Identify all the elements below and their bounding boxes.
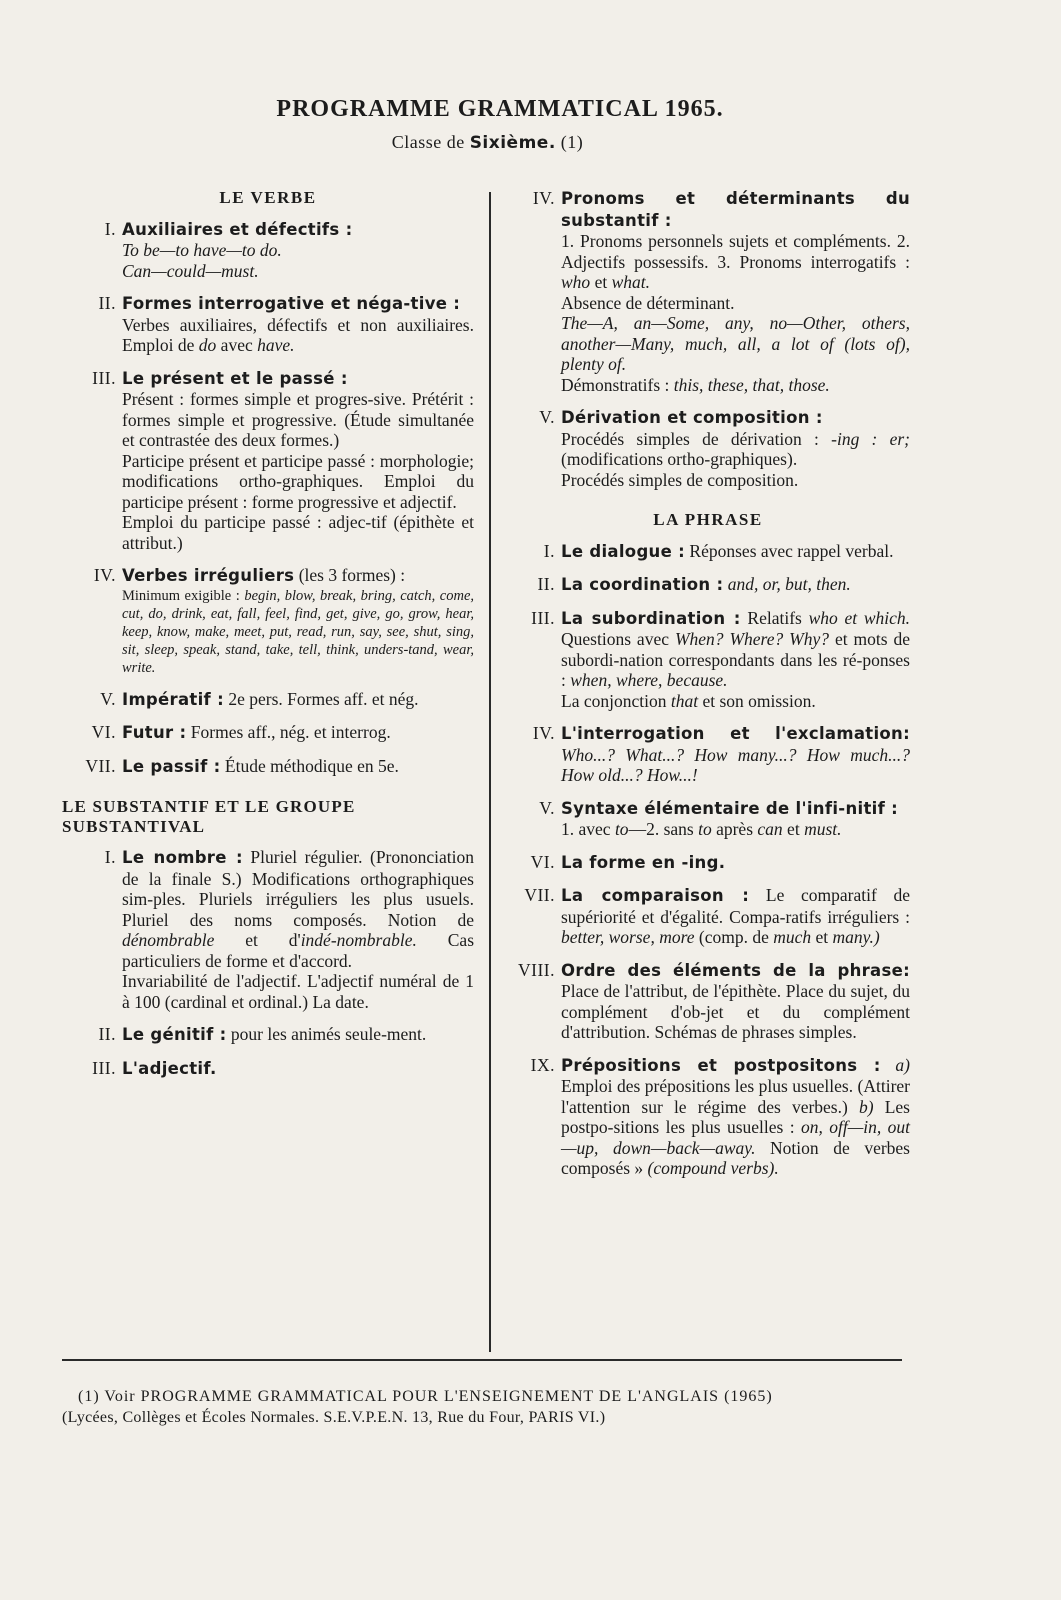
list-item: IV. Verbes irréguliers (les 3 formes) : Minimum exigible : begin, blow, break, bring, catch, come, cut, do, drink, eat, fall, feel, find, get, give, go, grow, hear, keep, know, make, meet, put, read, run, say, see, shut, sing, sit, sleep, speak, stand, take, tell, think, unders-tand, wear, write. <box>93 565 475 676</box>
list-item: VIII. Ordre des éléments de la phrase: Place de l'attribut, de l'épithète. Place du sujet, du complément d'ob-jet et du complément d'attribution. Schémas de phrases simples. <box>518 959 910 1042</box>
list-item: IV. L'interrogation et l'exclamation: Who...? What...? How many...? How much...? How old...? How...! <box>532 723 910 785</box>
list-item: I. Auxiliaires et défectifs : To be—to have—to do. Can—could—must. <box>104 218 353 281</box>
subtitle-prefix: Classe de <box>391 132 465 152</box>
page-title: PROGRAMME GRAMMATICAL 1965. <box>276 96 724 122</box>
section-heading-verbe: LE VERBE <box>219 188 317 207</box>
list-item: V. Syntaxe élémentaire de l'infi-nitif : 1. avec to—2. sans to après can et must. <box>539 797 899 839</box>
list-item: II. Formes interrogative et néga-tive : Verbes auxiliaires, défectifs et non auxiliaires. Emploi de do avec have. <box>98 293 474 355</box>
list-item: I. Le nombre : Pluriel régulier. (Prononciation de la finale S.) Modifications orthographiques sim-ples. Pluriels irréguliers les plus usuels. Pluriel des noms composés. Notion de dénombrable et d'indé-nombrable. Cas particuliers de forme et d'accord. Invariabilité de l'adjectif. L'adjectif numéral de 1 à 100 (cardinal et ordinal.) La date. <box>104 847 474 1012</box>
section-heading-substantif: LE SUBSTANTIF ET LE GROUPE SUBSTANTIVAL <box>62 797 356 836</box>
right-column <box>506 188 910 1191</box>
list-item: III. L'adjectif. <box>92 1057 217 1078</box>
list-item: VII. Le passif : Étude méthodique en 5e. <box>85 755 399 776</box>
footnote <box>62 1386 922 1428</box>
column-divider <box>489 192 491 1352</box>
list-item: VI. La forme en -ing. <box>530 851 726 872</box>
list-item: VI. Futur : Formes aff., nég. et interrog. <box>91 722 391 742</box>
list-item: VII. La comparaison : Le comparatif de supériorité et d'égalité. Compa-ratifs irréguliers : better, worse, more (comp. de much et many.) <box>524 885 910 947</box>
page-subtitle <box>0 132 975 153</box>
footnote-rule <box>62 1359 902 1361</box>
footnote-line-1: (1) Voir PROGRAMME GRAMMATICAL POUR L'ENSEIGNEMENT DE L'ANGLAIS (1965) <box>78 1388 773 1405</box>
section-heading-phrase: LA PHRASE <box>653 510 763 529</box>
subtitle-class: Sixième. <box>469 133 556 153</box>
list-item: V. Dérivation et composition : Procédés simples de dérivation : -ing : er; (modifications ortho-graphiques). Procédés simples de composition. <box>539 407 910 490</box>
list-item: V. Impératif : 2e pers. Formes aff. et nég. <box>100 688 419 709</box>
list-item: II. La coordination : and, or, but, then. <box>537 574 851 594</box>
list-item: II. Le génitif : pour les animés seule-ment. <box>98 1024 427 1044</box>
list-item: III. Le présent et le passé : Présent : formes simple et progres-sive. Prétérit : formes simple et progressive. (Étude simultanée et contrastée des deux formes.) Participe présent et participe passé : morphologie; modifications ortho-graphiques. Emploi du participe présent : forme progressive et adjectif. Emploi du participe passé : adjec-tif (épithète et attribut.) <box>92 367 474 553</box>
list-item: I. Le dialogue : Réponses avec rappel verbal. <box>543 540 894 561</box>
footnote-line-2: (Lycées, Collèges et Écoles Normales. S.E.V.P.E.N. 13, Rue du Four, PARIS VI.) <box>62 1409 606 1426</box>
list-item: IX. Prépositions et postpositons : a) Emploi des prépositions les plus usuelles. (Attirer l'attention sur le régime des verbes.) b) Les postpo-sitions les plus usuelles : on, off—in, out—up, down—back—away. Notion de verbes composés » (compound verbs). <box>530 1054 911 1178</box>
list-item: III. La subordination : Relatifs who et which. Questions avec When? Where? Why? et mots de subordi-nation correspondants dans les ré-ponses : when, where, because. La conjonction that et son omission. <box>531 607 911 711</box>
left-column <box>62 188 474 1091</box>
subtitle-footnote-ref: (1) <box>560 132 584 152</box>
list-item: IV. Pronoms et déterminants du substantif : 1. Pronoms personnels sujets et compléments. 2. Adjectifs possessifs. 3. Pronoms interrogatifs : who et what. Absence de déterminant. The—A, an—Some, any, no—Other, others, another—Many, much, all, a lot of (lots of), plenty of. Démonstratifs : this, these, that, those. <box>532 188 910 395</box>
